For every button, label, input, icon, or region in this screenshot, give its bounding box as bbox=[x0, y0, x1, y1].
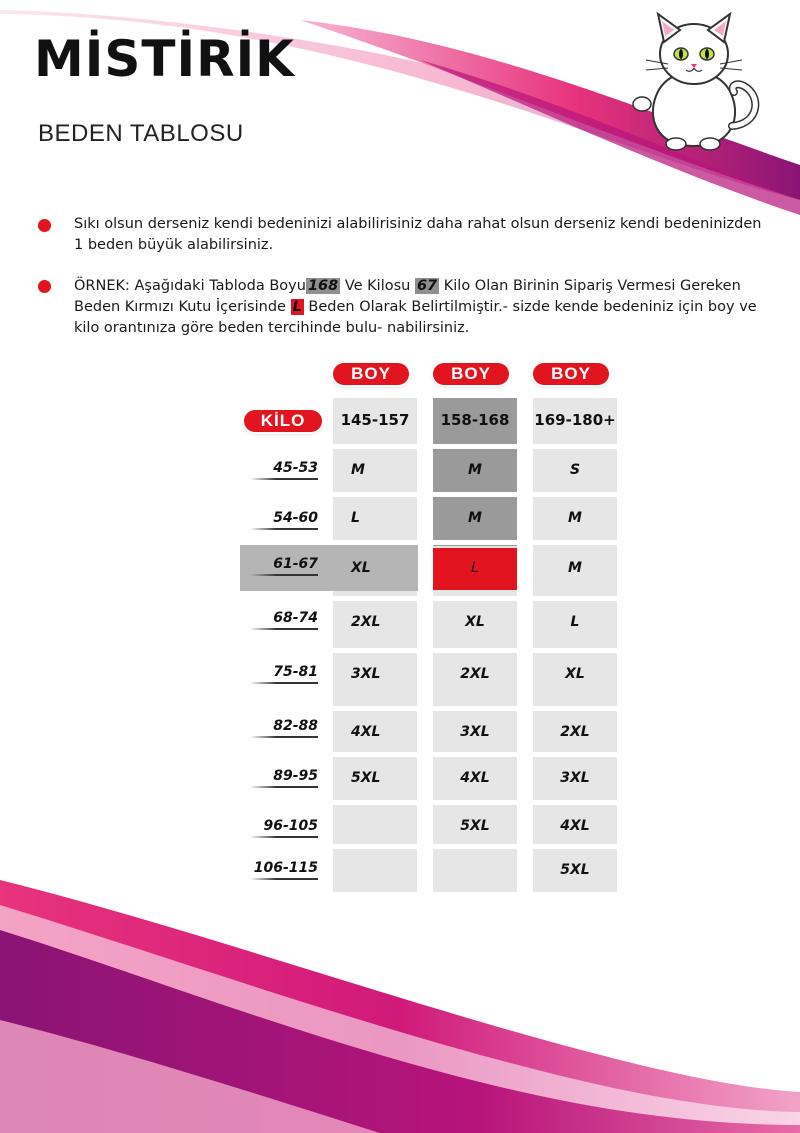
note2-text: Beden Olarak Belirtilmiştir.- sizde kende bedeniniz için boy ve kilo orantınıza göre beden tercihinde bulu- nabilirsiniz. bbox=[74, 299, 757, 336]
row-separator bbox=[533, 648, 617, 653]
row-separator bbox=[533, 752, 617, 757]
weight-range-label: 96-105 bbox=[244, 818, 324, 838]
height-range-header: 169-180+ bbox=[533, 398, 617, 442]
bullet-icon bbox=[38, 219, 51, 232]
row-separator bbox=[333, 492, 417, 497]
note2-text: Kilo Olan Birinin Sipariş Vermesi Gereken Beden Kırmızı Kutu İçerisinde bbox=[74, 278, 741, 315]
note-paragraph-2 bbox=[74, 276, 774, 339]
size-cell: 2XL bbox=[460, 666, 490, 682]
weight-range-label: 68-74 bbox=[244, 610, 324, 630]
size-cell: XL bbox=[465, 614, 485, 630]
weight-range-label: 89-95 bbox=[244, 768, 324, 788]
cat-mascot-icon bbox=[624, 6, 764, 156]
row-separator bbox=[433, 706, 517, 711]
size-cell: M bbox=[351, 462, 365, 478]
example-size-highlight: L bbox=[292, 299, 302, 315]
weight-range-label: 61-67 bbox=[244, 556, 324, 576]
size-cell: 3XL bbox=[560, 770, 590, 786]
example-height-highlight: 168 bbox=[307, 278, 339, 294]
size-cell: 4XL bbox=[560, 818, 590, 834]
weight-range-label: 82-88 bbox=[244, 718, 324, 738]
size-cell: 5XL bbox=[460, 818, 490, 834]
row-separator bbox=[333, 706, 417, 711]
size-cell: 5XL bbox=[351, 770, 381, 786]
size-cell: XL bbox=[333, 548, 417, 590]
note2-text: Ve Kilosu bbox=[340, 278, 415, 294]
height-range-header: 158-168 bbox=[433, 398, 517, 442]
page-subtitle: BEDEN TABLOSU bbox=[38, 120, 244, 147]
size-cell bbox=[433, 850, 517, 890]
size-cell: 4XL bbox=[351, 724, 381, 740]
row-separator bbox=[433, 752, 517, 757]
row-separator bbox=[333, 752, 417, 757]
bullet-icon bbox=[38, 280, 51, 293]
row-separator bbox=[533, 706, 617, 711]
row-separator bbox=[333, 540, 417, 545]
size-cell: L bbox=[351, 510, 360, 526]
note-paragraph-1: Sıkı olsun derseniz kendi bedeninizi alabilirisiniz daha rahat olsun derseniz kendi bedeninizden 1 beden büyük alabilirsiniz. bbox=[74, 216, 762, 253]
height-range-header: 145-157 bbox=[333, 398, 417, 442]
row-separator bbox=[433, 648, 517, 653]
size-cell: 5XL bbox=[560, 862, 590, 878]
row-separator bbox=[533, 444, 617, 449]
weight-range-label: 54-60 bbox=[244, 510, 324, 530]
size-cell: XL bbox=[565, 666, 585, 682]
row-separator bbox=[533, 596, 617, 601]
row-separator bbox=[333, 596, 417, 601]
row-separator bbox=[433, 800, 517, 805]
row-separator bbox=[533, 492, 617, 497]
row-separator bbox=[433, 444, 517, 449]
size-cell: M bbox=[568, 510, 582, 526]
row-separator bbox=[333, 800, 417, 805]
size-cell bbox=[333, 850, 417, 890]
size-cell: 3XL bbox=[460, 724, 490, 740]
row-separator bbox=[533, 800, 617, 805]
size-cell: 2XL bbox=[351, 614, 381, 630]
kilo-label: KİLO bbox=[244, 410, 322, 432]
size-cell: S bbox=[569, 462, 581, 478]
row-separator bbox=[533, 540, 617, 545]
brand-logo: MİSTİRİK bbox=[34, 30, 295, 88]
row-separator bbox=[433, 596, 517, 601]
weight-range-label: 75-81 bbox=[244, 664, 324, 684]
note2-text: ÖRNEK: Aşağıdaki Tabloda Boyu bbox=[74, 278, 306, 294]
size-cell bbox=[333, 806, 417, 846]
size-cell: 3XL bbox=[351, 666, 381, 682]
size-cell: 2XL bbox=[560, 724, 590, 740]
size-cell: M bbox=[433, 498, 517, 538]
row-separator bbox=[433, 492, 517, 497]
example-weight-highlight: 67 bbox=[416, 278, 438, 294]
recommended-size-cell: L bbox=[433, 548, 517, 590]
row-separator bbox=[433, 540, 517, 545]
boy-label: BOY bbox=[433, 363, 509, 385]
boy-label: BOY bbox=[333, 363, 409, 385]
size-cell: L bbox=[570, 614, 580, 630]
weight-range-label: 45-53 bbox=[244, 460, 324, 480]
boy-label: BOY bbox=[533, 363, 609, 385]
row-separator bbox=[333, 648, 417, 653]
weight-range-label: 106-115 bbox=[244, 860, 324, 880]
size-cell: 4XL bbox=[460, 770, 490, 786]
size-cell: M bbox=[433, 450, 517, 490]
size-cell: M bbox=[568, 560, 582, 576]
row-separator bbox=[333, 444, 417, 449]
